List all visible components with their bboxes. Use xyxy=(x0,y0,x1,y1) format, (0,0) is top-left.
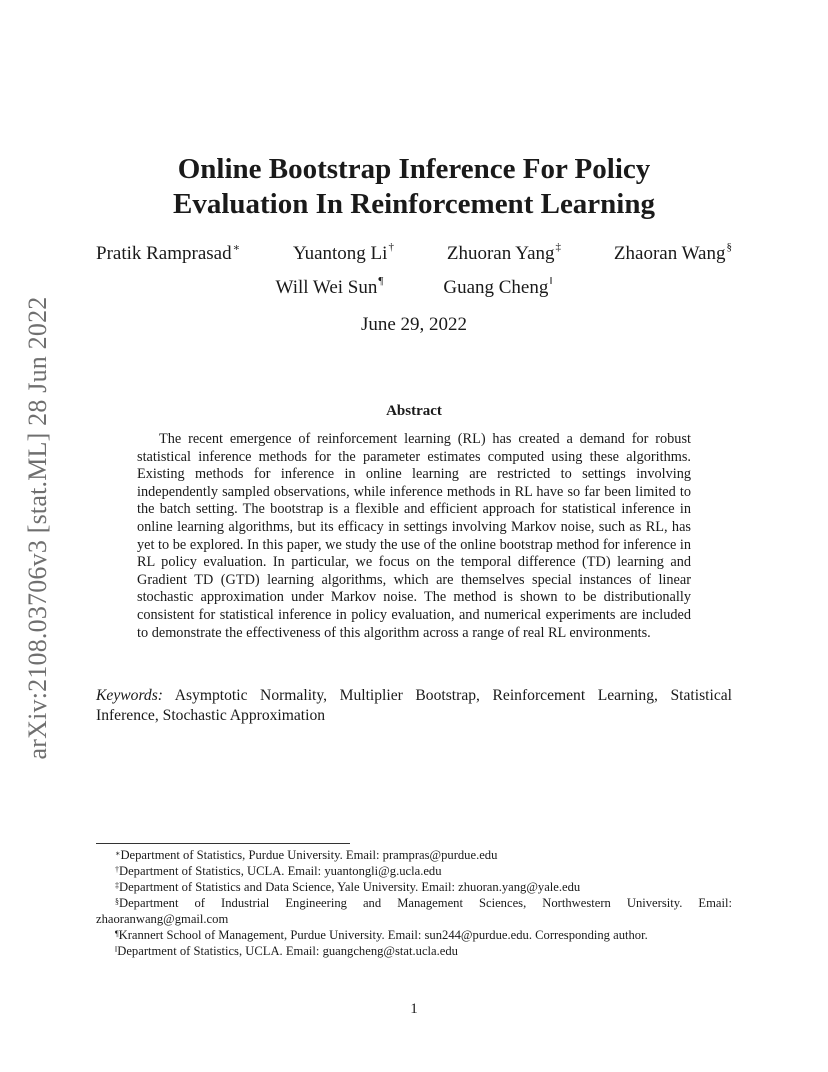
authors-row-1 xyxy=(96,243,732,265)
author: Will Wei Sun¶ xyxy=(275,275,384,298)
page-number: 1 xyxy=(410,1001,418,1017)
footnote: §Department of Industrial Engineering and Management Sciences, Northwestern University. Email: zhaoranwang@gmail.com xyxy=(96,896,732,926)
abstract-heading: Abstract xyxy=(386,403,442,419)
footnote: †Department of Statistics, UCLA. Email: yuantongli@g.ucla.edu xyxy=(115,864,442,878)
paper-title xyxy=(0,152,828,222)
author: Guang Cheng‖ xyxy=(443,275,553,298)
author: Pratik Ramprasad∗ xyxy=(96,242,241,264)
title-line: Evaluation In Reinforcement Learning xyxy=(173,188,655,220)
footnote: ‖Department of Statistics, UCLA. Email: guangcheng@stat.ucla.edu xyxy=(115,944,458,958)
keywords xyxy=(96,686,732,726)
footnote: ¶Krannert School of Management, Purdue University. Email: sun244@purdue.edu. Corresponding author. xyxy=(115,928,648,942)
footnote-rule xyxy=(96,843,350,844)
footnote: ‡Department of Statistics and Data Science, Yale University. Email: zhuoran.yang@yale.edu xyxy=(115,880,581,894)
abstract-text: The recent emergence of reinforcement learning (RL) has created a demand for robust statistical inference methods for the parameter estimates computed using these algorithms. Existing methods for inference in online learning are restricted to settings involving independently sampled observations, while inference methods in RL have so far been limited to the batch setting. The bootstrap is a flexible and efficient approach for statistical inference in online learning algorithms, but its efficacy in settings involving Markov noise, such as RL, has yet to be explored. In this paper, we study the use of the online bootstrap method for inference in RL policy evaluation. In particular, we focus on the temporal difference (TD) learning and Gradient TD (GTD) learning algorithms, which are themselves special instances of linear stochastic approximation under Markov noise. The method is shown to be distributionally consistent for statistical inference in policy evaluation, and numerical experiments are included to demonstrate the effectiveness of this algorithm across a range of real RL environments. xyxy=(137,431,691,641)
authors-row-2 xyxy=(0,277,828,299)
author: Zhuoran Yang‡ xyxy=(446,241,562,264)
arxiv-identifier: arXiv:2108.03706v3 [stat.ML] 28 Jun 2022 xyxy=(23,296,52,760)
author: Zhaoran Wang§ xyxy=(613,241,732,264)
footnotes xyxy=(96,847,732,959)
title-line: Online Bootstrap Inference For Policy xyxy=(177,153,651,185)
footnote: ∗Department of Statistics, Purdue University. Email: prampras@purdue.edu xyxy=(115,848,498,862)
keywords-label: Keywords: xyxy=(96,687,163,704)
keywords-list: Asymptotic Normality, Multiplier Bootstrap, Reinforcement Learning, Statistical Inference, Stochastic Approximation xyxy=(96,687,732,724)
paper-date: June 29, 2022 xyxy=(360,314,468,335)
author: Yuantong Li† xyxy=(292,241,394,264)
